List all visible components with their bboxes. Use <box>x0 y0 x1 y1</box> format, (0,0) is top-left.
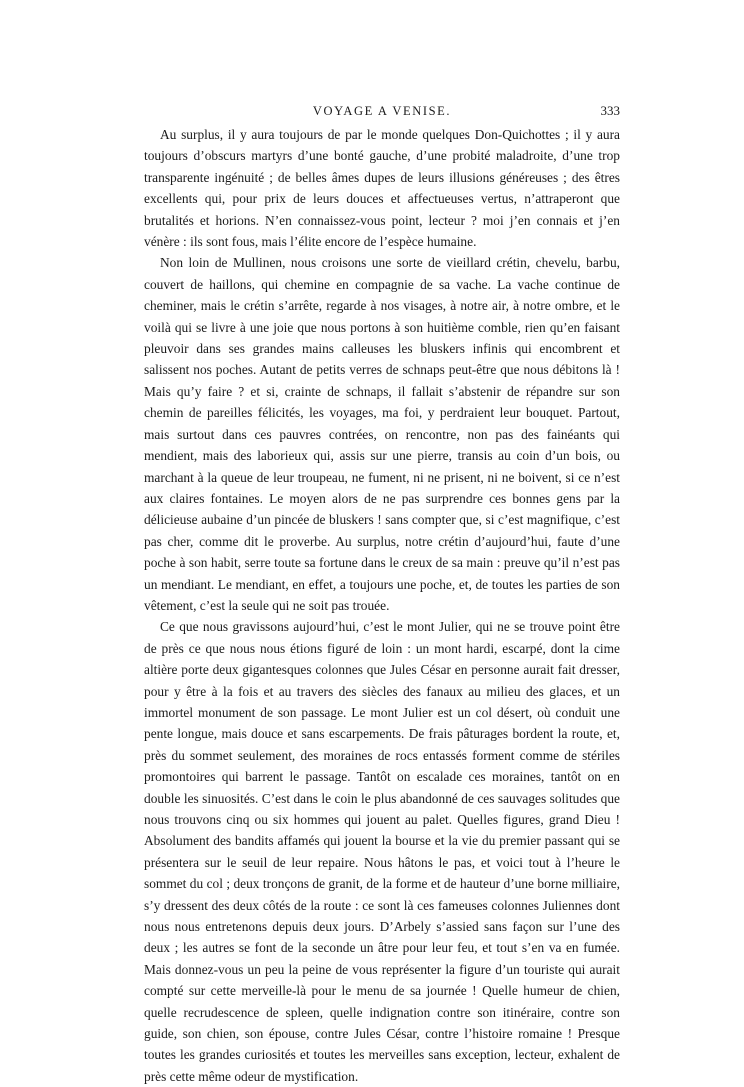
book-page <box>144 102 620 1087</box>
paragraph-mullinen-cretin: Non loin de Mullinen, nous croisons une sorte de vieillard crétin, chevelu, barbu, couvert de haillons, qui chemine en compagnie de sa vache. La vache continue de cheminer, mais le crétin s’arrête, regarde à nos visages, à notre air, à notre ombre, et le voilà qui se livre à une joie que nous portons à son huitième comble, rien qu’en faisant pleuvoir dans ses grandes mains calleuses les bluskers infinis qui encombrent et salissent nos poches. Autant de petits verres de schnaps peut-être que nous débitons là ! Mais qu’y faire ? et si, crainte de schnaps, il fallait s’abstenir de répandre sur son chemin de pareilles félicités, les voyages, ma foi, y perdraient leur bouquet. Partout, mais surtout dans ces pauvres contrées, on rencontre, non pas des fainéants qui mendient, mais des laborieux qui, assis sur une pierre, transis au coin d’un bois, ou marchant à la queue de leur troupeau, ne fument, ni ne prisent, ni ne boivent, si ce n’est aux claires fontaines. Le moyen alors de ne pas surprendre ces bonnes gens par la délicieuse aubaine d’un pincée de bluskers ! sans compter que, si c’est magnifique, c’est pas cher, comme dit le proverbe. Au surplus, notre crétin d’aujourd’hui, faute d’une poche à son habit, serre toute sa fortune dans le creux de sa main : preuve qu’il n’est pas un mendiant. Le mendiant, en effet, a toujours une poche, et, de toutes les parties de son vêtement, c’est la seule qui ne soit pas trouée. <box>144 255 620 613</box>
page-header <box>144 102 620 122</box>
paragraph-mont-julier: Ce que nous gravissons aujourd’hui, c’est le mont Julier, qui ne se trouve point être de près ce que nous nous étions figuré de loin : un mont hardi, escarpé, dont la cime altière porte deux gigantesques colonnes que Jules César en personne aurait fait dresser, pour y être à la fois et au travers des siècles des fanaux au milieu des glaces, et un immortel monument de son passage. Le mont Julier est un col désert, où conduit une pente longue, mais douce et sans escarpements. De frais pâturages bordent la route, et, près du sommet seulement, des moraines de rocs entassés forment comme de stériles promontoires qui barrent le passage. Tantôt on escalade ces moraines, tantôt on en double les sinuosités. C’est dans le coin le plus abandonné de ces sauvages solitudes que nous trouvons cinq ou six hommes qui jouent au palet. Quelles figures, grand Dieu ! Absolument des bandits affamés qui jouent la bourse et la vie du premier passant qui se présentera sur le seuil de leur repaire. Nous hâtons le pas, et voici tout à l’heure le sommet du col ; deux tronçons de granit, de la forme et de hauteur d’une borne milliaire, s’y dressent des deux côtés de la route : ce sont là ces fameuses colonnes Juliennes dont nous nous entretenons depuis deux jours. D’Arbely s’assied sans façon sur l’une des deux ; les autres se font de la seconde un âtre pour leur feu, et tout s’en va en fumée. Mais donnez-vous un peu la peine de vous représenter la figure d’un touriste qui aurait compté sur cette merveille-là pour le menu de sa journée ! Quelle humeur de chien, quelle recrudescence de spleen, quelle indignation contre son itinéraire, contre son guide, son chien, son épouse, contre Jules César, contre l’histoire romaine ! Presque toutes les grandes curiosités et toutes les merveilles sans exception, lecteur, exhalent de près cette même odeur de mystification. <box>144 619 620 1084</box>
running-title: VOYAGE A VENISE. <box>312 104 452 118</box>
paragraph-don-quichottes: Au surplus, il y aura toujours de par le monde quelques Don-Quichottes ; il y aura toujours d’obscurs martyrs d’une bonté gauche, d’une probité maladroite, d’une trop transparente ingénuité ; de belles âmes dupes de leurs illusions généreuses ; des êtres excellents qui, pour prix de leurs douces et affectueuses vertus, n’attraperont que brutalités et horions. N’en connaissez-vous point, lecteur ? moi j’en connais et j’en vénère : ils sont fous, mais l’élite encore de l’espèce humaine. <box>144 127 620 250</box>
body-text <box>144 124 620 1087</box>
page-number: 333 <box>600 103 620 118</box>
